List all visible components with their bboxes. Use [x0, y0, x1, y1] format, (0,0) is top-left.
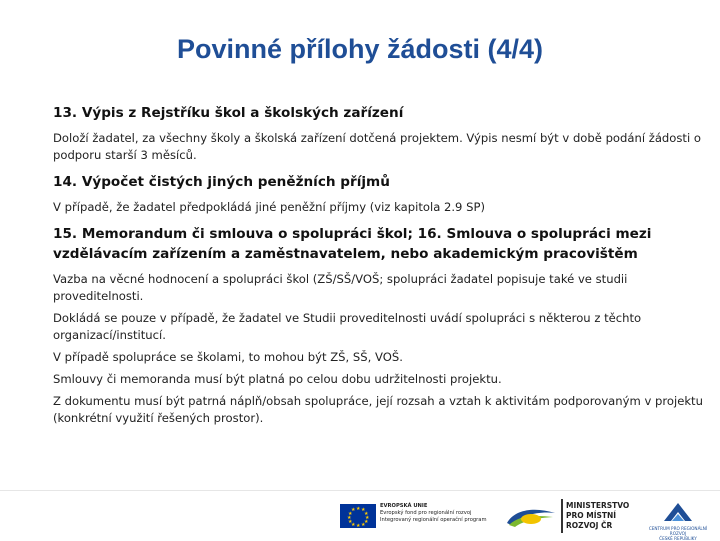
- irop-name: Integrovaný regionální operační program: [380, 517, 487, 523]
- section-13: [53, 103, 713, 164]
- slide-title: Povinné přílohy žádosti (4/4): [176, 34, 544, 64]
- ministry-logo: [566, 501, 636, 531]
- irop-swoosh-logo-icon: [505, 505, 557, 529]
- section-paragraph: V případě, že žadatel předpokládá jiné peněžní příjmy (viz kapitola 2.9 SP): [53, 200, 485, 214]
- slide-content: [53, 103, 713, 432]
- erdf-name: Evropský fond pro regionální rozvoj: [380, 510, 472, 516]
- crr-arrows-icon: [642, 499, 714, 525]
- section-heading: 13. Výpis z Rejstříku škol a školských zařízení: [53, 105, 404, 121]
- section-paragraph: Vazba na věcné hodnocení a spolupráci škol (ZŠ/SŠ/VOŠ; spolupráci žadatel popisuje také ve studii proveditelnosti.: [53, 272, 628, 303]
- ministry-line: PRO MÍSTNÍ: [566, 511, 617, 520]
- ministry-line: MINISTERSTVO: [566, 501, 630, 510]
- section-14: [53, 172, 713, 216]
- ministry-line: ROZVOJ ČR: [566, 521, 613, 530]
- section-paragraph: V případě spolupráce se školami, to mohou být ZŠ, SŠ, VOŠ.: [53, 350, 403, 364]
- section-heading: 15. Memorandum či smlouva o spolupráci škol; 16. Smlouva o spolupráci mezi vzdělávacím zařízením a zaměstnavatelem, nebo akademickým pracovištěm: [53, 226, 652, 262]
- ministry-logo-bar-icon: [561, 499, 563, 533]
- eu-flag-icon: ★ ★ ★ ★ ★ ★ ★ ★ ★ ★ ★ ★: [340, 504, 376, 528]
- section-heading: 14. Výpočet čistých jiných peněžních příjmů: [53, 174, 390, 190]
- footer-logo-bar: [0, 490, 720, 541]
- eu-text-block: [380, 503, 500, 524]
- crr-logo: [642, 499, 714, 541]
- crr-line: ČESKÉ REPUBLIKY: [659, 536, 697, 541]
- section-15-16: [53, 224, 713, 427]
- crr-line: CENTRUM PRO REGIONÁLNÍ ROZVOJ: [648, 526, 708, 536]
- section-paragraph: Dokládá se pouze v případě, že žadatel ve Studii proveditelnosti uvádí spolupráci s některou z těchto organizací/institucí.: [53, 311, 642, 342]
- section-paragraph: Smlouvy či memoranda musí být platná po celou dobu udržitelnosti projektu.: [53, 372, 502, 386]
- section-paragraph: Z dokumentu musí být patrná náplň/obsah spolupráce, její rozsah a vztah k aktivitám podporovaným v projektu (konkrétní využití řešených prostor).: [53, 394, 703, 425]
- section-paragraph: Doloží žadatel, za všechny školy a školská zařízení dotčená projektem. Výpis nesmí být v době podání žádosti o podporu starší 3 měsíců.: [53, 131, 701, 162]
- eu-name: EVROPSKÁ UNIE: [380, 503, 428, 509]
